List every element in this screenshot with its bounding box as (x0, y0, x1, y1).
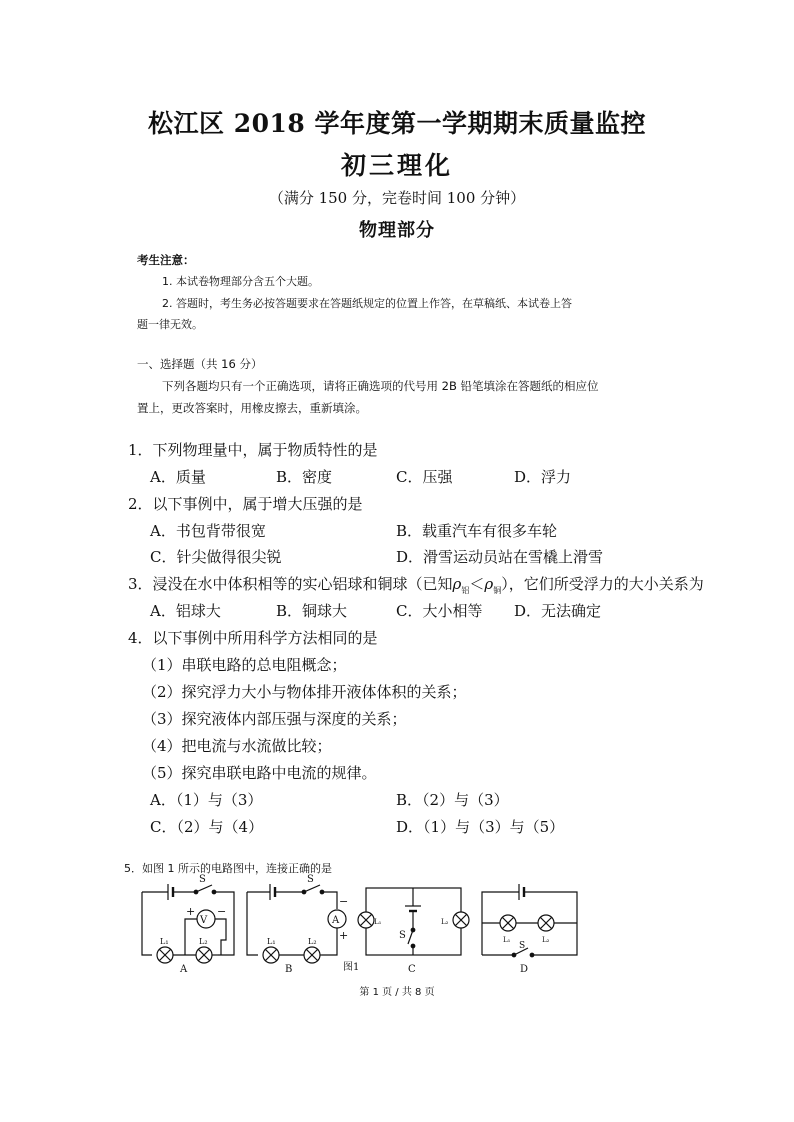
circuit-b-plus-label: + (339, 929, 349, 942)
rho-symbol-1: ρ (452, 575, 462, 593)
q3-option-a: A．铝球大 (150, 602, 221, 620)
voltmeter-symbol: V (200, 915, 208, 926)
rho-symbol-2: ρ (484, 575, 494, 593)
ammeter-symbol: A (332, 915, 340, 926)
q3-option-d: D．无法确定 (514, 602, 602, 620)
notice-item-2-line-1: 2. 答题时，考生务必按答题要求在答题纸规定的位置上作答，在草稿纸、本试卷上答 (162, 297, 572, 310)
q3-stem-pre: 3．浸没在水中体积相等的实心铝球和铜球（已知 (128, 575, 453, 593)
notice-item-1: 1. 本试卷物理部分含五个大题。 (162, 275, 319, 288)
exam-subtitle: 初三理化 (340, 151, 453, 180)
q1-option-a: A．质量 (150, 468, 206, 486)
notice-heading: 考生注意： (137, 253, 195, 267)
section-heading: 物理部分 (359, 220, 435, 241)
circuit-c-switch-label: S (399, 930, 406, 941)
notice-item-2-line-2: 题一律无效。 (137, 318, 203, 331)
q1-option-c: C．压强 (396, 468, 453, 486)
circuit-a-plus-label: + (186, 905, 196, 918)
q2-option-d: D．滑雪运动员站在雪橇上滑雪 (396, 548, 604, 566)
circuit-c-label: C (408, 964, 416, 975)
circuit-d-lamp-1-label: L₁ (503, 936, 511, 944)
circuit-d-label: D (520, 964, 529, 975)
circuit-b-minus-label: − (339, 895, 349, 908)
circuit-d-lamp-2-label: L₂ (542, 936, 550, 944)
less-than-symbol: ＜ (469, 575, 485, 593)
q2-option-a: A．书包背带很宽 (150, 522, 266, 540)
circuit-a (142, 884, 234, 963)
q4-item-5: （5）探究串联电路中电流的规律。 (142, 764, 377, 782)
q4-option-c: C．（2）与（4） (150, 818, 264, 836)
exam-title: 松江区 2018 学年度第一学期期末质量监控 (148, 109, 646, 138)
q4-item-2: （2）探究浮力大小与物体排开液体体积的关系； (142, 683, 467, 701)
figure-caption: 图1 (343, 962, 360, 973)
circuit-b-label: B (285, 964, 293, 975)
circuit-b-lamp-1-label: L₁ (267, 937, 276, 946)
q4-stem: 4．以下事例中所用科学方法相同的是 (128, 629, 378, 647)
q2-option-b: B．载重汽车有很多车轮 (396, 522, 558, 540)
q1-option-d: D．浮力 (514, 468, 572, 486)
circuit-d (482, 884, 577, 957)
q4-item-1: （1）串联电路的总电阻概念； (142, 656, 347, 674)
q4-item-3: （3）探究液体内部压强与深度的关系； (142, 710, 407, 728)
q4-option-a: A．（1）与（3） (150, 791, 263, 809)
part-instruction-line-1: 下列各题均只有一个正确选项，请将正确选项的代号用 2B 铅笔填涂在答题纸的相应位 (162, 379, 599, 393)
part-heading: 一、选择题（共 16 分） (137, 357, 263, 371)
circuit-a-lamp-1-label: L₁ (160, 937, 169, 946)
q3-option-b: B．铜球大 (276, 602, 348, 620)
q5-stem: 5．如图 1 所示的电路图中，连接正确的是 (124, 862, 332, 875)
exam-info: （满分 150 分，完卷时间 100 分钟） (268, 189, 526, 207)
q3-option-c: C．大小相等 (396, 602, 483, 620)
circuit-a-minus-label: − (217, 905, 227, 918)
q4-item-4: （4）把电流与水流做比较； (142, 737, 332, 755)
circuit-c-lamp-1-label: L₁ (374, 918, 382, 926)
q4-option-b: B．（2）与（3） (396, 791, 509, 809)
page-number: 第 1 页 / 共 8 页 (359, 987, 435, 998)
rho-subscript-copper: 铜 (493, 586, 502, 595)
q3-stem-post: ），它们所受浮力的大小关系为 (501, 575, 704, 593)
q4-option-d: D．（1）与（3）与（5） (396, 818, 565, 836)
circuit-a-switch-label: S (199, 874, 206, 885)
q1-stem: 1．下列物理量中，属于物质特性的是 (128, 441, 378, 459)
part-instruction-line-2: 置上，更改答案时，用橡皮擦去，重新填涂。 (137, 401, 367, 415)
circuit-b-lamp-2-label: L₂ (308, 937, 317, 946)
rho-subscript-aluminum: 铝 (461, 586, 470, 595)
q1-option-b: B．密度 (276, 468, 333, 486)
q2-stem: 2．以下事例中，属于增大压强的是 (128, 495, 363, 513)
circuit-d-switch-label: S (519, 941, 526, 951)
q2-option-c: C．针尖做得很尖锐 (150, 548, 282, 566)
circuit-c-lamp-2-label: L₂ (441, 918, 449, 926)
circuit-a-label: A (180, 964, 188, 975)
circuit-a-lamp-2-label: L₂ (199, 937, 208, 946)
circuit-b-switch-label: S (307, 874, 314, 885)
